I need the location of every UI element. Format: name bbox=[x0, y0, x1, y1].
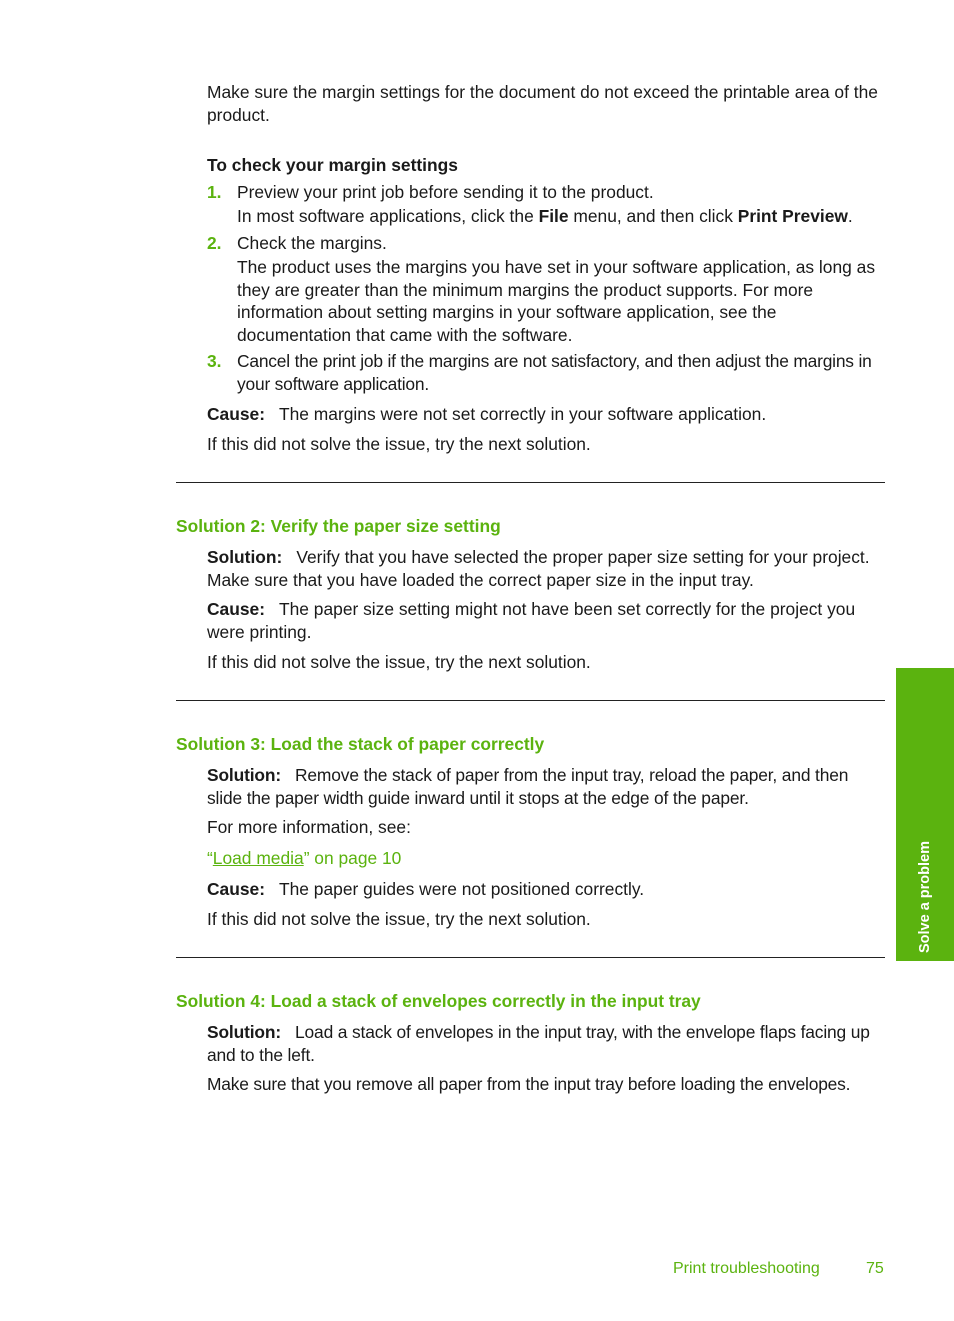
next-solution-note: If this did not solve the issue, try the next solution. bbox=[207, 434, 591, 454]
load-media-link[interactable]: “Load media” on page 10 bbox=[207, 848, 402, 868]
solution-paragraph: Solution: Remove the stack of paper from the input tray, reload the paper, and then slide the paper width guide inward until it stops at the edge of the paper. bbox=[207, 765, 849, 808]
step-text: Cancel the print job if the margins are not satisfactory, and then adjust the margins in your software application. bbox=[237, 351, 872, 394]
intro-paragraph: Make sure the margin settings for the document do not exceed the printable area of the product. bbox=[207, 82, 878, 125]
step-text: Preview your print job before sending it to the product. bbox=[237, 182, 654, 202]
procedure-heading: To check your margin settings bbox=[207, 155, 458, 175]
section-divider bbox=[176, 700, 885, 701]
step-detail: In most software applications, click the File menu, and then click Print Preview. bbox=[237, 206, 853, 226]
solution-4-title: Solution 4: Load a stack of envelopes correctly in the input tray bbox=[176, 991, 701, 1011]
chapter-side-tab bbox=[896, 668, 954, 961]
step-number: 3. bbox=[207, 351, 222, 371]
page-number: 75 bbox=[866, 1260, 884, 1277]
next-solution-note: If this did not solve the issue, try the next solution. bbox=[207, 652, 591, 672]
more-info-text: For more information, see: bbox=[207, 817, 411, 837]
section-divider bbox=[176, 482, 885, 483]
solution-paragraph: Solution: Verify that you have selected the proper paper size setting for your project. Make sure that you have loaded the correct paper size in the input tray. bbox=[207, 547, 870, 590]
cause-paragraph: Cause: The margins were not set correctly in your software application. bbox=[207, 404, 767, 424]
solution-paragraph: Solution: Load a stack of envelopes in the input tray, with the envelope flaps facing up and to the left. bbox=[207, 1022, 870, 1065]
step-number: 1. bbox=[207, 182, 222, 202]
cause-paragraph: Cause: The paper guides were not positioned correctly. bbox=[207, 879, 645, 899]
step-detail: The product uses the margins you have set in your software application, as long as they are greater than the minimum margins the product supports. For more information about setting margins in your software application, see the documentation that came with the software. bbox=[237, 257, 876, 345]
footer-section-name: Print troubleshooting bbox=[673, 1260, 820, 1277]
solution-3-title: Solution 3: Load the stack of paper correctly bbox=[176, 734, 545, 754]
cause-paragraph: Cause: The paper size setting might not have been set correctly for the project you were printing. bbox=[207, 599, 856, 642]
solution-2-title: Solution 2: Verify the paper size setting bbox=[176, 516, 501, 536]
chapter-side-tab-label: Solve a problem bbox=[916, 840, 933, 953]
next-solution-note: If this did not solve the issue, try the next solution. bbox=[207, 909, 591, 929]
envelope-note: Make sure that you remove all paper from the input tray before loading the envelopes. bbox=[207, 1074, 851, 1094]
step-number: 2. bbox=[207, 233, 222, 253]
section-divider bbox=[176, 957, 885, 958]
step-text: Check the margins. bbox=[237, 233, 387, 253]
